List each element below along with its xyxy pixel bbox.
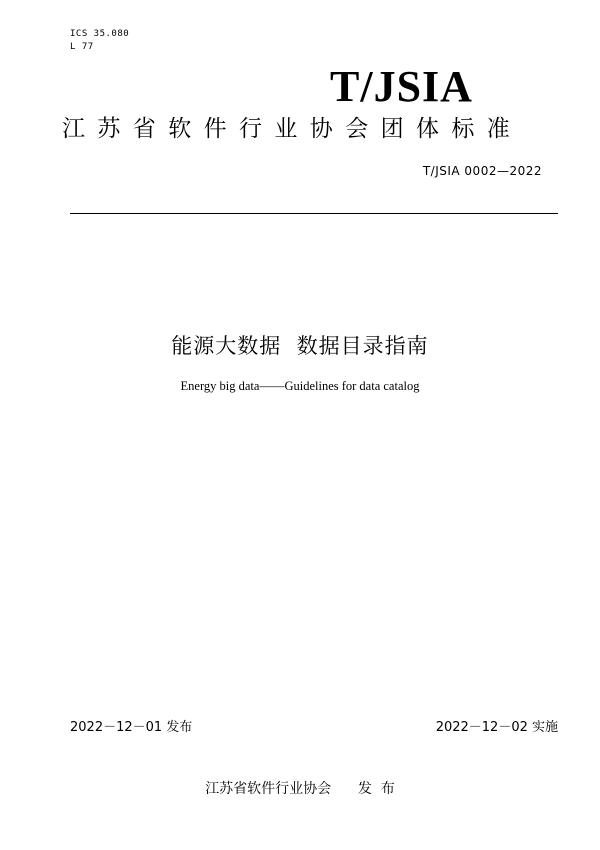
implement-date: 2022－12－02 实施 [435, 720, 558, 735]
standard-number: T/JSIA 0002—2022 [422, 164, 542, 178]
ics-code: ICS 35.080 [70, 29, 130, 39]
header-divider [70, 213, 558, 214]
issuing-organization: 江苏省软件行业协会 发 布 [205, 781, 395, 797]
ccs-code: L 77 [70, 42, 94, 52]
document-title-english: Energy big data——Guidelines for data catalog [180, 379, 420, 393]
standard-logo: T/JSIA [330, 62, 473, 111]
classification-codes [70, 28, 129, 54]
document-title-chinese: 能源大数据 数据目录指南 [171, 334, 429, 358]
organization-standard-heading: 江苏省软件行业协会团体标准 [62, 116, 523, 142]
publish-date: 2022－12－01 发布 [70, 720, 193, 735]
